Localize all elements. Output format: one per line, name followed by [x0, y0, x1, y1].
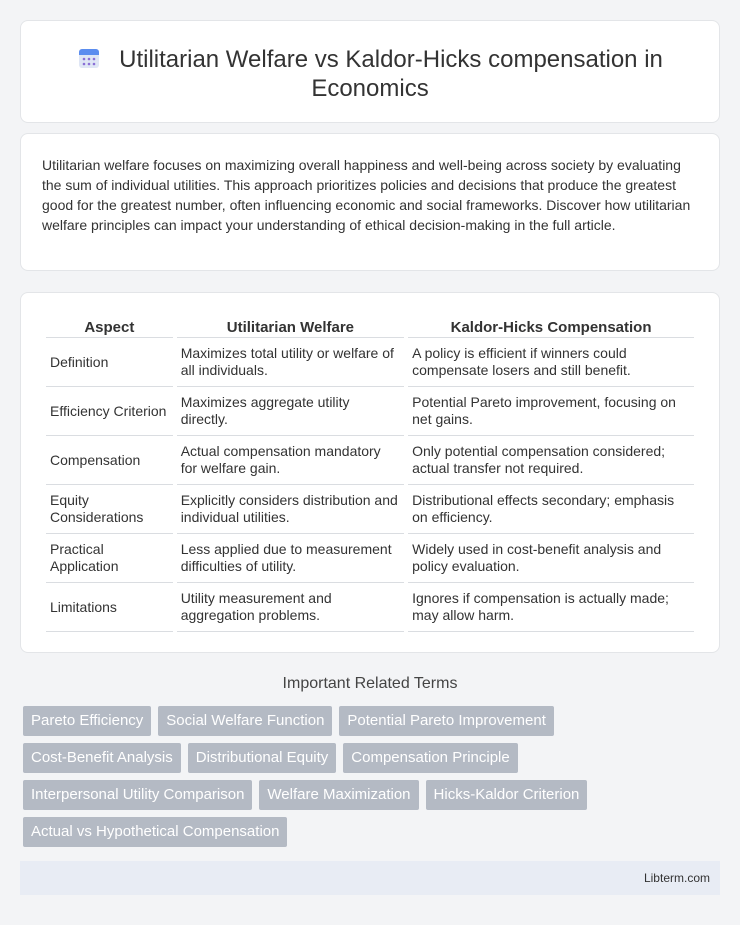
table-cell: Compensation [46, 436, 173, 485]
table-cell: Utility measurement and aggregation problems. [177, 583, 404, 632]
tag-interpersonal-utility-comparison[interactable]: Interpersonal Utility Comparison [23, 780, 252, 810]
table-cell: Actual compensation mandatory for welfare gain. [177, 436, 404, 485]
related-terms-tags [23, 706, 723, 854]
table-cell: Less applied due to measurement difficulties of utility. [177, 534, 404, 583]
calendar-icon [77, 46, 101, 70]
comparison-table [42, 314, 698, 632]
table-header-row [46, 314, 694, 338]
table-header-aspect: Aspect [46, 314, 173, 338]
table-cell: Potential Pareto improvement, focusing on net gains. [408, 387, 694, 436]
table-row [46, 338, 694, 387]
page-title [21, 45, 719, 103]
table-header-kaldor-hicks: Kaldor-Hicks Compensation [408, 314, 694, 338]
intro-card [20, 133, 720, 271]
intro-paragraph: Utilitarian welfare focuses on maximizing overall happiness and well-being across society by evaluating the sum of individual utilities. This approach prioritizes policies and decisions that produce the greatest good for the greatest number, often influencing economic and social frameworks. Discover how utilitarian welfare principles can impact your understanding of ethical decision-making in the full article. [42, 157, 691, 233]
table-cell: Efficiency Criterion [46, 387, 173, 436]
tag-row [23, 817, 723, 847]
tag-compensation-principle[interactable]: Compensation Principle [343, 743, 517, 773]
table-cell: Maximizes aggregate utility directly. [177, 387, 404, 436]
related-terms-heading: Important Related Terms [282, 675, 458, 692]
comparison-card [20, 292, 720, 653]
page-title-text: Utilitarian Welfare vs Kaldor-Hicks compensation in Economics [119, 46, 663, 102]
footer [20, 861, 720, 895]
table-header-utilitarian: Utilitarian Welfare [177, 314, 404, 338]
tag-social-welfare-function[interactable]: Social Welfare Function [158, 706, 332, 736]
tag-actual-vs-hypothetical-compensation[interactable]: Actual vs Hypothetical Compensation [23, 817, 287, 847]
table-row [46, 534, 694, 583]
tag-row [23, 743, 723, 773]
table-cell: Equity Considerations [46, 485, 173, 534]
table-cell: Maximizes total utility or welfare of all individuals. [177, 338, 404, 387]
title-card [20, 20, 720, 123]
table-cell: Explicitly considers distribution and individual utilities. [177, 485, 404, 534]
table-cell: Only potential compensation considered; actual transfer not required. [408, 436, 694, 485]
table-cell: Widely used in cost-benefit analysis and policy evaluation. [408, 534, 694, 583]
tag-row [23, 780, 723, 810]
tag-distributional-equity[interactable]: Distributional Equity [188, 743, 337, 773]
tag-cost-benefit-analysis[interactable]: Cost-Benefit Analysis [23, 743, 181, 773]
table-row [46, 387, 694, 436]
table-cell: Limitations [46, 583, 173, 632]
tag-welfare-maximization[interactable]: Welfare Maximization [259, 780, 418, 810]
table-row [46, 485, 694, 534]
table-cell: A policy is efficient if winners could compensate losers and still benefit. [408, 338, 694, 387]
tag-row [23, 706, 723, 736]
table-cell: Distributional effects secondary; emphasis on efficiency. [408, 485, 694, 534]
table-cell: Practical Application [46, 534, 173, 583]
footer-site-link[interactable]: Libterm.com [643, 871, 710, 885]
tag-pareto-efficiency[interactable]: Pareto Efficiency [23, 706, 151, 736]
table-row [46, 436, 694, 485]
table-cell: Ignores if compensation is actually made; may allow harm. [408, 583, 694, 632]
tag-hicks-kaldor-criterion[interactable]: Hicks-Kaldor Criterion [426, 780, 588, 810]
tag-potential-pareto-improvement[interactable]: Potential Pareto Improvement [339, 706, 553, 736]
table-cell: Definition [46, 338, 173, 387]
table-row [46, 583, 694, 632]
